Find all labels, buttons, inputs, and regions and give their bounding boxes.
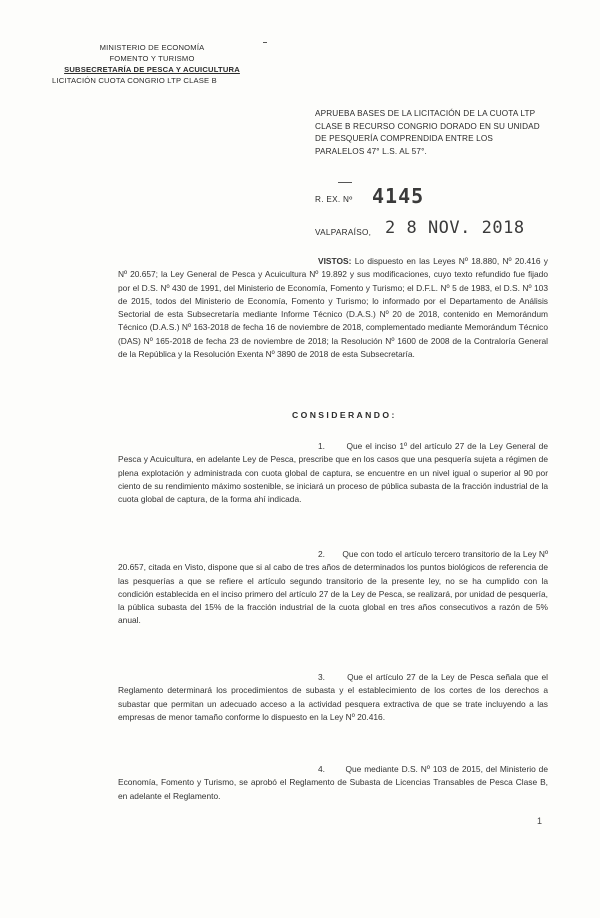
resolution-label: R. EX. Nº: [315, 195, 353, 204]
considerando-paragraph-4: [118, 763, 548, 803]
vistos-text: Lo dispuesto en las Leyes Nº 18.880, Nº 20.416 y Nº 20.657; la Ley General de Pesca y Acuicultura Nº 19.892 y sus modificaciones, cuyo texto refundido fue fijado por el D.S. Nº 430 de 1991, del Ministerio de Economía, Fomento y Turismo; el D.F.L. Nº 5 de 1983, el D.S. Nº 103 de 2015, todos del Ministerio de Economía, Fomento y Turismo; lo informado por el Departamento de Análisis Sectorial de esta Subsecretaría mediante Informe Técnico (D.A.S.) Nº 20 de 2018, contenido en Memorándum Técnico (D.A.S.) Nº 163-2018 de fecha 16 de noviembre de 2018, complementado mediante Memorándum Técnico (DAS) Nº 165-2018 de fecha 23 de noviembre de 2018; la Resolución Nº 1600 de 2008 de la Contraloría General de la República y la Resolución Exenta Nº 3890 de 2018 de esta Subsecretaría.: [118, 256, 548, 360]
paragraph-number: 2.: [318, 549, 325, 559]
paragraph-number: 4.: [318, 764, 325, 774]
licitacion-reference: LICITACIÓN CUOTA CONGRIO LTP CLASE B: [52, 76, 217, 85]
considerando-paragraph-1: [118, 440, 548, 506]
considerando-heading: CONSIDERANDO:: [292, 410, 397, 420]
resolution-subject: APRUEBA BASES DE LA LICITACIÓN DE LA CUOTA LTP CLASE B RECURSO CONGRIO DORADO EN SU UNIDAD DE PESQUERÍA COMPRENDIDA ENTRE LOS PARALELOS 47° L.S. AL 57°.: [315, 109, 540, 156]
paragraph-text: Que el inciso 1º del artículo 27 de la Ley General de Pesca y Acuicultura, en adelante Ley de Pesca, prescribe que en los casos que una pesquería sujeta a régimen de plena explotación y administrada con cuota global de captura, se encuentre en un nivel igual o superior al 90 por ciento de su rendimiento máximo sostenible, se iniciará un proceso de pública subasta de la fracción industrial de la cuota global de captura, de la forma ahí indicada.: [118, 441, 548, 505]
vistos-paragraph: [118, 255, 548, 361]
subsecretaria-name: SUBSECRETARÍA DE PESCA Y ACUICULTURA: [64, 65, 240, 74]
ministry-name: MINISTERIO DE ECONOMÍA: [99, 43, 205, 52]
page-number: 1: [537, 816, 543, 826]
paragraph-number: 1.: [318, 441, 325, 451]
letterhead: [52, 42, 252, 86]
resolution-place: VALPARAÍSO,: [315, 228, 372, 237]
paragraph-text: Que mediante D.S. Nº 103 de 2015, del Ministerio de Economía, Fomento y Turismo, se aprobó el Reglamento de Subasta de Licencias Transables de Pesca Clase B, en adelante el Reglamento.: [118, 764, 548, 801]
resolution-number: 4145: [372, 184, 425, 208]
paragraph-number: 3.: [318, 672, 325, 682]
vistos-label: VISTOS:: [318, 256, 352, 266]
considerando-paragraph-3: [118, 671, 548, 724]
ministry-name-line2: FOMENTO Y TURISMO: [109, 54, 195, 63]
scan-mark: [263, 42, 267, 43]
considerando-paragraph-2: [118, 548, 548, 628]
scan-mark-2: [338, 182, 352, 183]
resolution-date-stamp: 2 8 NOV. 2018: [385, 218, 525, 238]
paragraph-text: Que el artículo 27 de la Ley de Pesca señala que el Reglamento determinará los procedimientos de subasta y el establecimiento de los cortes de los derechos a subastar que permitan un adecuado acceso a la actividad pesquera extractiva de que se trate incluyendo a las empresas de menor tamaño conforme lo dispuesto en la Ley Nº 20.416.: [118, 672, 548, 722]
paragraph-text: Que con todo el artículo tercero transitorio de la Ley Nº 20.657, citada en Visto, dispone que si al cabo de tres años de determinados los puntos biológicos de referencia de las pesquerías a que se refiere el artículo segundo transitorio de la presente ley, no se ha cumplido con la condición establecida en el inciso primero del artículo 27 de la Ley de Pesca, se realizará, por unidad de pesquería, la pública subasta del 15% de la fracción industrial de la cuota global en tres años consecutivos a razón de 5% anual.: [118, 549, 548, 626]
